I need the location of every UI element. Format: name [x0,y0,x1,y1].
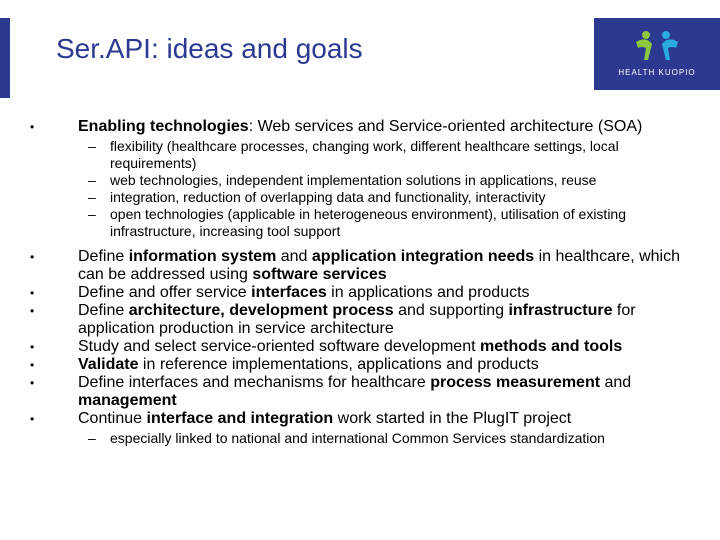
bullet-bold-text: information system [128,248,277,265]
bullet-text: in healthcare, which can be addressed using [78,248,680,283]
two-people-figures-logo-icon [632,30,682,64]
bullet-bold-text: Enabling technologies [78,118,249,135]
bullet-bold-text: Validate [78,356,139,373]
bullet-list [28,118,708,447]
bullet-item [28,284,708,302]
bullet-item [28,356,708,374]
bullet-text: Continue [78,410,147,427]
bullet-item [28,374,708,410]
sub-bullet-item [28,172,708,189]
sub-bullet-item [28,430,708,447]
bullet-text: in applications and products [326,284,530,301]
logo-text: HEALTH KUOPIO [618,68,696,77]
bullet-bold-text: infrastructure [508,302,613,319]
bullet-text: work started in the PlugIT project [333,410,572,427]
bullet-item [28,248,708,284]
sub-bullet-item [28,206,708,240]
bullet-text: : Web services and Service-oriented architecture (SOA) [248,118,643,135]
sub-bullet-text: integration, reduction of overlapping data and functionality, interactivity [110,189,546,205]
bullet-text: for application production in service architecture [78,302,636,337]
bullet-marker: • [30,286,35,300]
page-title: Ser.API: ideas and goals [56,33,363,64]
bullet-marker: • [30,120,35,134]
bullet-marker: • [30,304,35,318]
bullet-item [28,118,708,136]
bullet-text: Define interfaces and mechanisms for healthcare [78,374,431,391]
sub-bullet-marker: – [88,189,96,205]
bullet-text: Define [78,302,129,319]
bullet-bold-text: interface and integration [146,410,334,427]
bullet-bold-text: interfaces [251,284,327,301]
bullet-text: in reference implementations, applications and products [138,356,539,373]
bullet-bold-text: methods and tools [480,338,623,355]
sub-bullet-marker: – [88,206,96,222]
sub-bullet-marker: – [88,138,96,154]
bullet-marker: • [30,358,35,372]
bullet-marker: • [30,340,35,354]
bullet-item [28,338,708,356]
sub-bullet-item [28,189,708,206]
sub-bullet-text: open technologies (applicable in heterogeneous environment), utilisation of existing infrastructure, increasing tool support [110,206,626,239]
bullet-bold-text: architecture, development process [128,302,394,319]
left-accent-bar [0,18,10,98]
bullet-marker: • [30,376,35,390]
bullet-item [28,302,708,338]
sub-bullet-marker: – [88,172,96,188]
health-kuopio-logo [594,18,720,90]
bullet-item [28,410,708,428]
bullet-text: and supporting [393,302,509,319]
bullet-text: Define [78,248,129,265]
sub-bullet-item [28,138,708,172]
bullet-marker: • [30,412,35,426]
bullet-bold-text: management [78,392,177,409]
bullet-bold-text: software services [252,266,387,283]
bullet-text: and [276,248,312,265]
sub-bullet-text: web technologies, independent implementation solutions in applications, reuse [110,172,597,188]
bullet-marker: • [30,250,35,264]
sub-bullet-text: especially linked to national and international Common Services standardization [110,430,605,446]
bullet-text: Study and select service-oriented software development [78,338,480,355]
bullet-bold-text: process measurement [430,374,601,391]
sub-bullet-marker: – [88,430,96,446]
bullet-bold-text: application integration needs [311,248,535,265]
bullet-text: and [600,374,632,391]
sub-bullet-text: flexibility (healthcare processes, changing work, different healthcare settings, local requirements) [110,138,619,171]
bullet-text: Define and offer service [78,284,252,301]
